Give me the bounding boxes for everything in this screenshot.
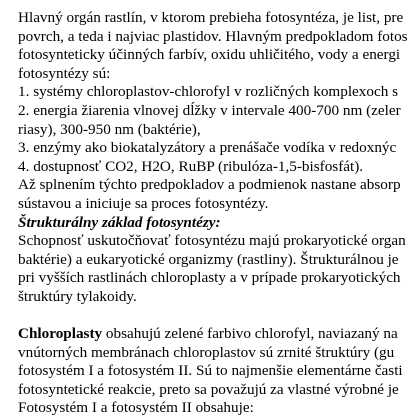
list-item: 4. dostupnosť CO2, H2O, RuBP (ribulóza-1,5-bisfosfát). <box>18 157 364 175</box>
list-item: 1. systémy chloroplastov-chlorofyl v rozličných komplexoch s <box>18 83 399 101</box>
bold-term: Chloroplasty <box>18 325 103 343</box>
text-line: baktérie) a eukaryotické organizmy (rastliny). Štrukturálnou je <box>18 250 399 268</box>
text-line: povrch, a teda i najviac plastidov. Hlavným predpokladom fotos <box>18 27 408 45</box>
paragraph-first-line <box>18 325 414 344</box>
text-line: Fotosystém I a fotosystém II obsahuje: <box>18 399 254 417</box>
text-line: Hlavný orgán rastlín, v ktorom prebieha fotosyntéza, je list, pre <box>18 9 404 26</box>
list-item-continuation: riasy), 300-950 nm (baktérie), <box>18 120 201 138</box>
list-item: 2. energia žiarenia vlnovej dĺžky v intervale 400-700 nm (zeler <box>18 101 401 119</box>
text-line: vnútorných membránach chloroplastov sú zrnité štruktúry (gu <box>18 343 395 361</box>
paragraph-spacer <box>18 307 414 326</box>
section-heading: Štrukturálny základ fotosyntézy: <box>18 213 221 231</box>
text-line: fotosyntézy sú: <box>18 64 111 82</box>
text-line: fotosystém I a fotosystém II. Sú to najmenšie elementárne časti <box>18 362 403 380</box>
text-line: fotosyntetické reakcie, preto sa považujú za vlastné výrobné je <box>18 380 399 398</box>
text-span: obsahujú zelené farbivo chlorofyl, naviazaný na <box>102 325 398 343</box>
text-line: štruktúry tylakoidy. <box>18 287 137 305</box>
text-line: Až splnením týchto predpokladov a podmienok nastane absorp <box>18 176 401 194</box>
text-line: fotosynteticky účinných farbív, oxidu uhličitého, vody a energi <box>18 46 401 64</box>
text-line: sústavou a iniciuje sa proces fotosyntézy. <box>18 194 269 212</box>
document-text <box>18 9 414 418</box>
text-line: Schopnosť uskutočňovať fotosyntézu majú prokaryotické organ <box>18 232 406 250</box>
list-item: 3. enzýmy ako biokatalyzátory a prenášače vodíka v redoxnýc <box>18 139 397 157</box>
text-line: pri vyšších rastlinách chloroplasty a v prípade prokaryotických <box>18 269 401 287</box>
